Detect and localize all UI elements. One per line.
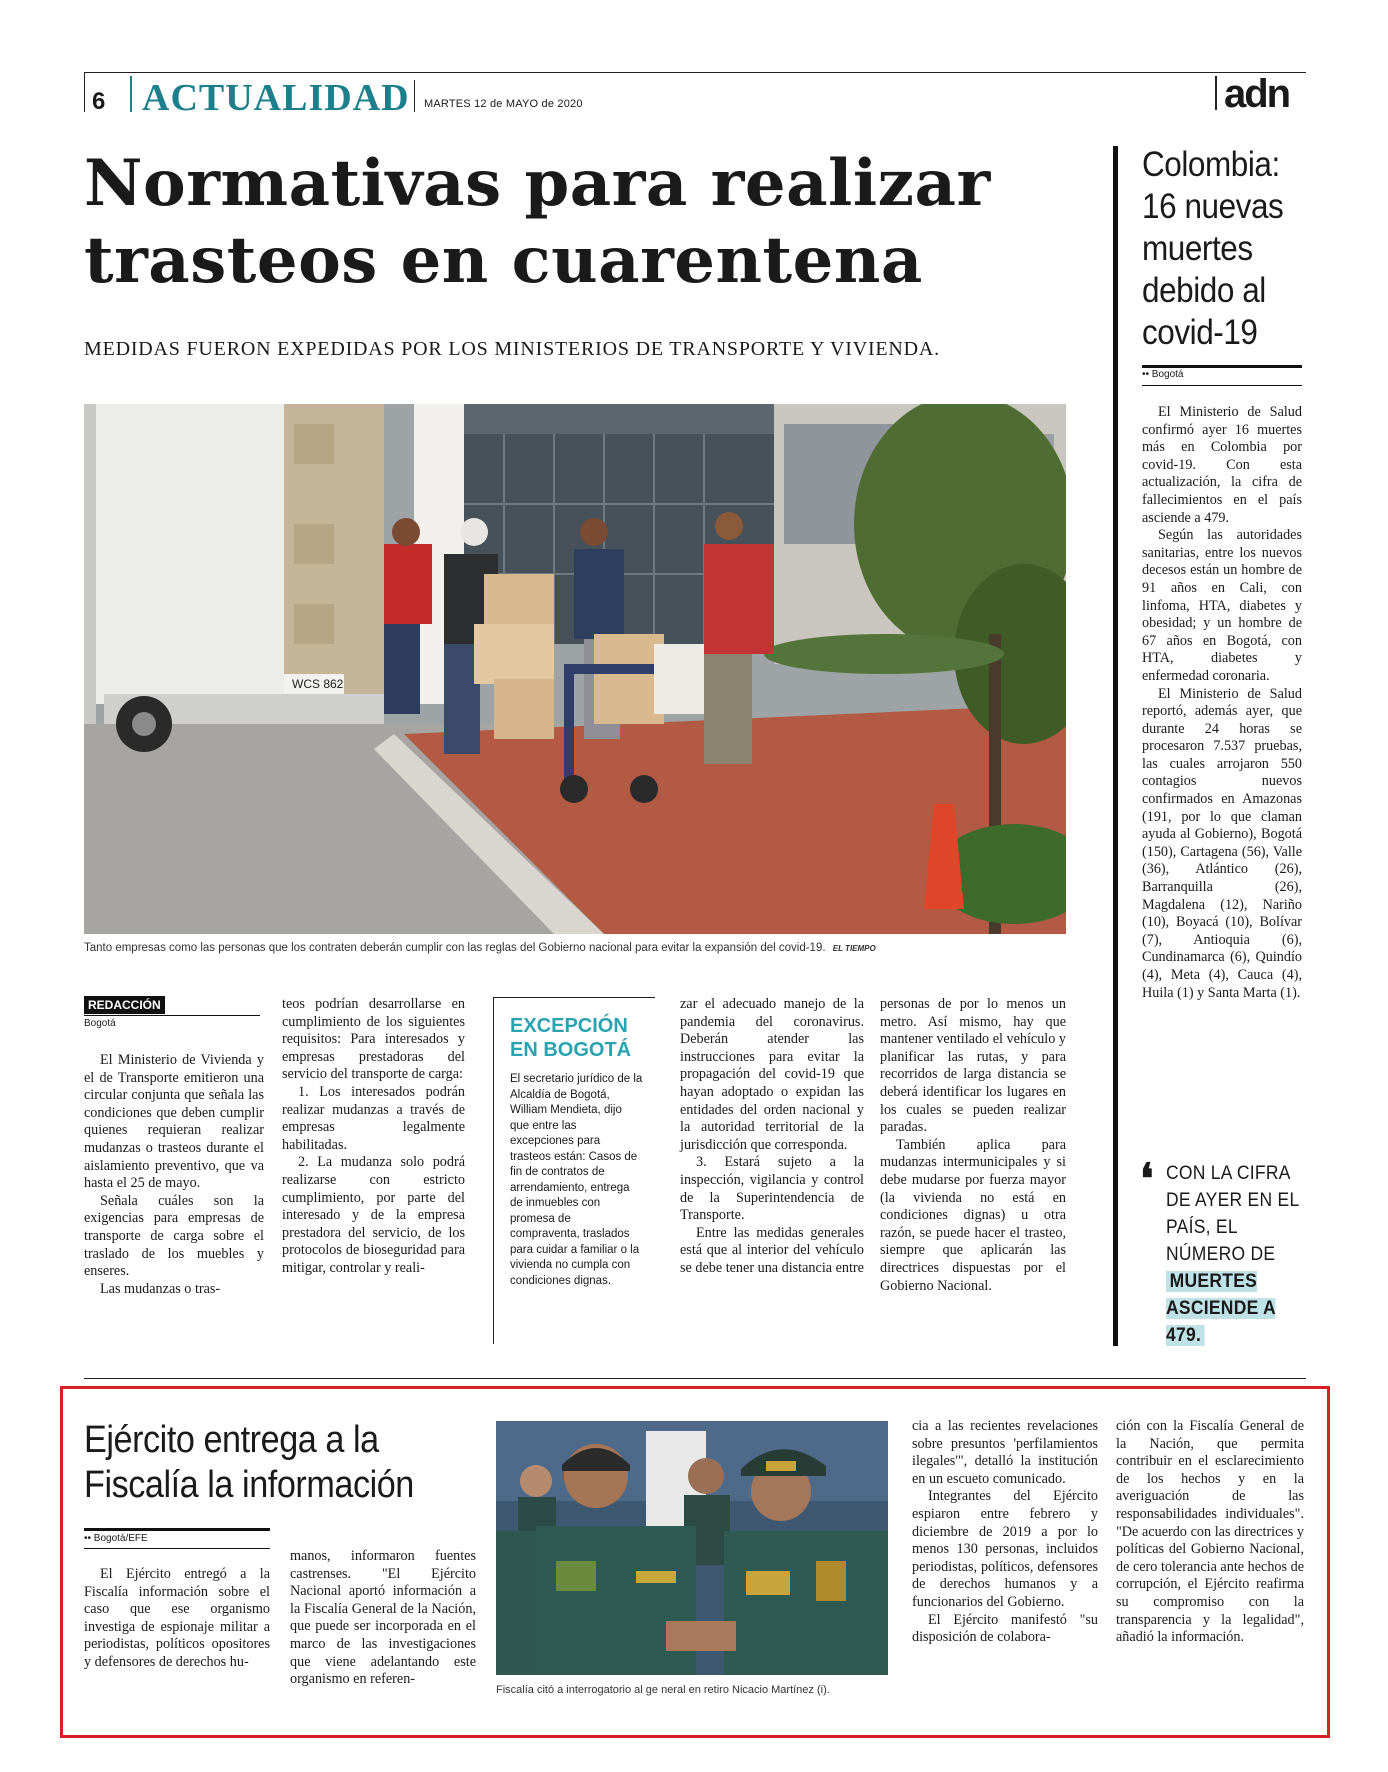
paragraph: manos, informaron fuentes castrenses. "El Ejército Nacional aportó información a la Fiscalía General de la Nación, que puede ser incorporada en el marco de las investigaciones que viene adelantando este organismo en referen- bbox=[290, 1548, 476, 1688]
paragraph: 3. Estará sujeto a la inspección, vigilancia y control de la Superintendencia de Transporte. bbox=[680, 1154, 864, 1224]
army-photo bbox=[496, 1421, 888, 1675]
second-rule-thin bbox=[84, 1548, 270, 1549]
main-headline bbox=[84, 146, 1084, 300]
paragraph: Integrantes del Ejército espiaron entre febrero y diciembre de 2019 a por lo menos 130 personas, incluidos periodistas, políticos, defensores de derechos humanos y a funcionarios del Gobierno. bbox=[912, 1488, 1098, 1610]
pull-quote-text: CON LA CIFRA DE AYER EN EL PAÍS, EL NÚMERO DE bbox=[1166, 1163, 1299, 1265]
paragraph: personas de por lo menos un metro. Así mismo, hay que mantener ventilado el vehículo y planificar las rutas, y para recorridos de larga distancia se deberá identificar los lugares en los cuales se pueden realizar paradas. bbox=[880, 996, 1066, 1136]
boxout-title: EXCEPCIÓN EN BOGOTÁ bbox=[510, 1015, 632, 1061]
paragraph: El Ejército manifestó "su disposición de colabora- bbox=[912, 1611, 1098, 1646]
issue-date: MARTES 12 de MAYO de 2020 bbox=[424, 98, 583, 110]
header-separator-2 bbox=[414, 80, 415, 112]
paragraph: Señala cuáles son la exigencias para empresas de transporte de carga sobre el traslado de los muebles y enseres. bbox=[84, 1192, 264, 1280]
paragraph: También aplica para mudanzas intermunicipales y si debe mudarse por fuerza mayor (la vivienda no está en condiciones dignas) u otra razón, se puede hacer el trasteo, siempre que aplicarán las directrices dispuestas por el Gobierno Nacional. bbox=[880, 1136, 1066, 1294]
paragraph: teos podrían desarrollarse en cumplimiento de los siguientes requisitos: Para interesados y empresas prestadoras del servicio del transporte de carga: bbox=[282, 996, 465, 1083]
header-rule bbox=[84, 72, 1306, 73]
byline: REDACCIÓN bbox=[84, 996, 165, 1014]
second-column-1 bbox=[84, 1566, 270, 1672]
second-headline: Ejército entrega a la Fiscalía la información bbox=[84, 1419, 414, 1506]
main-column-2 bbox=[282, 996, 465, 1278]
exception-boxout bbox=[493, 997, 655, 1344]
moving-photo-illustration bbox=[84, 404, 1066, 934]
brand-bar bbox=[1215, 76, 1217, 110]
sidebar-body bbox=[1142, 404, 1302, 1002]
header-tick bbox=[84, 72, 85, 112]
second-column-4 bbox=[1116, 1418, 1304, 1647]
second-rule-thick bbox=[84, 1528, 270, 1531]
army-photo-caption: Fiscalía citó a interrogatorio al ge neral en retiro Nicacio Martínez (i). bbox=[496, 1684, 830, 1696]
second-column-3 bbox=[912, 1418, 1098, 1647]
svg-text:WCS 862: WCS 862 bbox=[292, 677, 344, 691]
header-separator bbox=[130, 76, 132, 112]
boxout-text: El secretario jurídico de la Alcaldía de Bogotá, William Mendieta, dijo que entre las excepciones para trasteos están: Casos de fin de contratos de arrendamiento, entrega de inmuebles con promesa de compraventa, traslados para cuidar a familiar o la vivienda no cumpla con condiciones dignas. bbox=[510, 1073, 643, 1287]
paragraph: Las mudanzas o tras- bbox=[100, 1280, 221, 1297]
sidebar-rule-thin bbox=[1142, 385, 1302, 386]
headline-line-1: Normativas para realizar bbox=[84, 146, 991, 221]
main-column-5 bbox=[880, 996, 1066, 1295]
paragraph: El Ministerio de Vivienda y el de Transporte emitieron una circular conjunta que señala las condiciones que deben cumplir quienes requieran realizar mudanzas o trasteos durante el aislamiento preventivo, que va hasta el 25 de mayo. bbox=[84, 1052, 264, 1192]
main-photo-caption bbox=[84, 942, 1074, 954]
sidebar-rule bbox=[1113, 146, 1118, 1346]
sidebar-rule-thick bbox=[1142, 365, 1302, 368]
quote-mark-icon: ❛ bbox=[1140, 1157, 1154, 1203]
sidebar-headline: Colombia: 16 nuevas muertes debido al covid-19 bbox=[1142, 145, 1284, 352]
second-column-2 bbox=[290, 1548, 476, 1689]
sidebar-city-text: Bogotá bbox=[1151, 369, 1184, 380]
second-city: •• Bogotá/EFE bbox=[84, 1533, 148, 1544]
main-subheadline: MEDIDAS FUERON EXPEDIDAS POR LOS MINISTERIOS DE TRANSPORTE Y VIVIENDA. bbox=[84, 338, 940, 360]
paragraph: ción con la Fiscalía General de la Nación, que permita contribuir en el esclarecimiento de los hechos y en la averiguación de las responsabilidades individuales". "De acuerdo con las directrices y políticas del Gobierno Nacional, de cero tolerancia ante hechos de corrupción, el Ejército reafirma su compromiso con la transparencia y la legalidad", añadió la información. bbox=[1116, 1418, 1304, 1646]
byline-city: Bogotá bbox=[84, 1015, 260, 1029]
paragraph: 1. Los interesados podrán realizar mudanzas a través de empresas legalmente habilitadas. bbox=[282, 1083, 465, 1153]
moving-photo bbox=[84, 404, 1066, 934]
page-number: 6 bbox=[92, 88, 106, 115]
main-photo-caption-text: Tanto empresas como las personas que los contraten deberán cumplir con las reglas del Gobierno nacional para evitar la expansión del covid-19. bbox=[84, 942, 826, 954]
paragraph: El Ejército entregó a la Fiscalía información sobre el caso que ese organismo investiga de espionaje militar a periodistas, políticos opositores y defensores de derechos hu- bbox=[84, 1566, 270, 1670]
pull-quote bbox=[1166, 1160, 1304, 1349]
paragraph: Según las autoridades sanitarias, entre los nuevos decesos están un hombre de 91 años en Cali, con linfoma, HTA, diabetes y obesidad; y un hombre de 67 años en Bogotá, con HTA, diabetes y enfermedad coronaria. bbox=[1142, 527, 1302, 684]
paragraph: Entre las medidas generales está que al interior del vehículo se debe tener una distancia entre bbox=[680, 1224, 864, 1276]
army-photo-illustration bbox=[496, 1421, 888, 1675]
main-column-4 bbox=[680, 996, 864, 1278]
sidebar-city: •• Bogotá bbox=[1142, 369, 1184, 380]
section-title: ACTUALIDAD bbox=[142, 77, 410, 119]
paragraph: 2. La mudanza solo podrá realizarse con estricto cumplimiento, por parte del interesado y de la empresa prestadora del servicio, de los protocolos de bioseguridad para mitigar, controlar y reali- bbox=[282, 1154, 465, 1276]
paragraph: cia a las recientes revelaciones sobre presuntos 'perfilamientos ilegales'", detalló la institución en un escueto comunicado. bbox=[912, 1418, 1098, 1487]
headline-line-2: trasteos en cuarentena bbox=[84, 222, 923, 298]
story-divider bbox=[84, 1378, 1306, 1379]
paragraph: El Ministerio de Salud reportó, además ayer, que durante 24 horas se procesaron 7.537 pruebas, las cuales arrojaron 550 contagios nuevos confirmados en Amazonas (191, por lo que claman ayuda al Gobierno), Bogotá (150), Cartagena (56), Valle (36), Atlántico (26), Barranquilla (26), Magdalena (12), Nariño (10), Boyacá (10), Bolívar (7), Antioquia (6), Cundinamarca (6), Quindío (4), Meta (4), Cauca (4), Huila (1) y Santa Marta (1). bbox=[1142, 685, 1302, 1001]
second-city-text: Bogotá/EFE bbox=[93, 1533, 148, 1544]
pull-quote-highlight: MUERTES ASCIENDE A 479. bbox=[1166, 1271, 1276, 1346]
paragraph: zar el adecuado manejo de la pandemia del coronavirus. Deberán atender las instrucciones para evitar la propagación del covid-19 que hayan adoptado o expidan las entidades del orden nacional y la autoridad territorial de la jurisdicción que corresponda. bbox=[680, 996, 864, 1153]
main-photo-credit: EL TIEMPO bbox=[832, 944, 876, 953]
main-column-1 bbox=[84, 1052, 264, 1298]
brand-logo: adn bbox=[1224, 72, 1290, 116]
paragraph: El Ministerio de Salud confirmó ayer 16 muertes más en Colombia por covid-19. Con esta actualización, la cifra de fallecimientos en el país asciende a 479. bbox=[1142, 404, 1302, 526]
